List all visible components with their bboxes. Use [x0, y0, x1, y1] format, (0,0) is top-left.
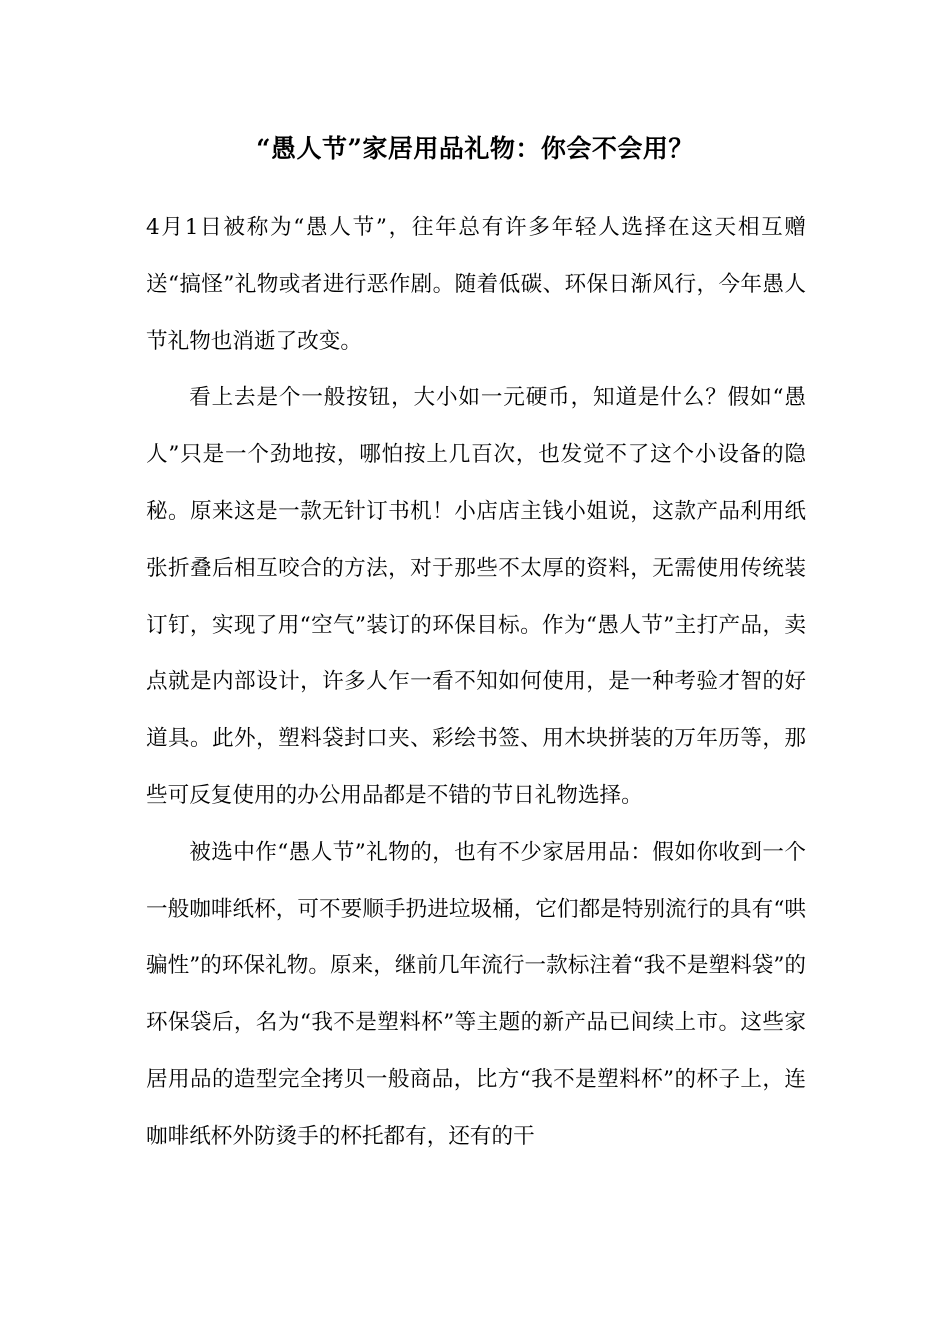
document-body: [146, 200, 806, 1166]
paragraph-intro: 4月1日被称为“愚人节”，往年总有许多年轻人选择在这天相互赠送“搞怪”礼物或者进行恶作剧。随着低碳、环保日渐风行，今年愚人节礼物也消逝了改变。: [146, 215, 806, 354]
paragraph-stapler: 看上去是个一般按钮，大小如一元硬币，知道是什么？假如“愚人”只是一个劲地按，哪怕按上几百次，也发觉不了这个小设备的隐秘。原来这是一款无针订书机！小店店主钱小姐说，这款产品利用纸张折叠后相互咬合的方法，对于那些不太厚的资料，无需使用传统装订钉，实现了用“空气”装订的环保目标。作为“愚人节”主打产品，卖点就是内部设计，许多人乍一看不知如何使用，是一种考验才智的好道具。此外，塑料袋封口夹、彩绘书签、用木块拼装的万年历等，那些可反复使用的办公用品都是不错的节日礼物选择。: [146, 385, 806, 808]
document-title: “愚人节”家居用品礼物：你会不会用？: [256, 134, 694, 163]
paragraph-household: 被选中作“愚人节”礼物的，也有不少家居用品：假如你收到一个一般咖啡纸杯，可不要顺手扔进垃圾桶，它们都是特别流行的具有“哄骗性”的环保礼物。原来，继前几年流行一款标注着“我不是塑料袋”的环保袋后，名为“我不是塑料杯”等主题的新产品已间续上市。这些家居用品的造型完全拷贝一般商品，比方“我不是塑料杯”的杯子上，连咖啡纸杯外防烫手的杯托都有，还有的干: [146, 839, 806, 1149]
